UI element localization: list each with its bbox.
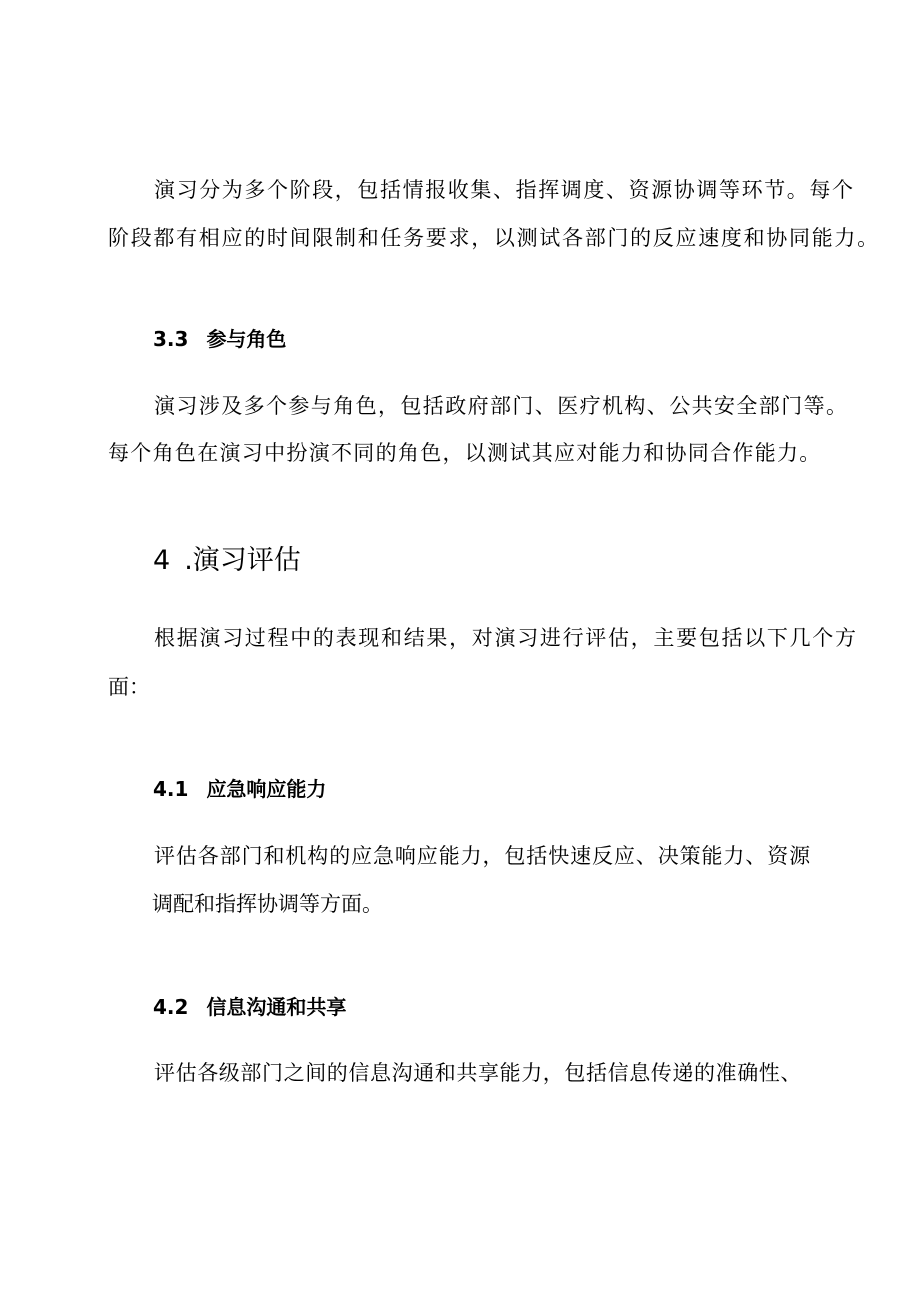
- paragraph-stages-line-2: 阶段都有相应的时间限制和任务要求，以测试各部门的反应速度和协同能力。: [108, 226, 880, 250]
- paragraph-communication-line-1: 评估各级部门之间的信息沟通和共享能力，包括信息传递的准确性、: [154, 1061, 802, 1085]
- section-title: 应急响应能力: [206, 777, 327, 801]
- paragraph-roles-line-2: 每个角色在演习中扮演不同的角色，以测试其应对能力和协同合作能力。: [108, 441, 822, 465]
- section-title: .演习评估: [184, 545, 301, 576]
- section-heading-3-3: [153, 325, 286, 353]
- paragraph-evaluation-line-1: 根据演习过程中的表现和结果，对演习进行评估，主要包括以下几个方: [154, 626, 858, 650]
- paragraph-evaluation-line-2: 面：: [108, 675, 150, 699]
- section-number: 4.1: [153, 777, 189, 801]
- paragraph-response-line-2: 调配和指挥协调等方面。: [152, 892, 383, 916]
- section-number: 3.3: [153, 327, 189, 351]
- section-heading-4-1: [153, 775, 326, 803]
- section-number: 4.2: [153, 995, 189, 1019]
- paragraph-roles-line-1: 演习涉及多个参与角色，包括政府部门、医疗机构、公共安全部门等。: [154, 394, 849, 418]
- section-heading-4-2: [153, 993, 346, 1021]
- section-heading-4: [153, 543, 301, 579]
- section-number: 4: [153, 545, 171, 576]
- paragraph-response-line-1: 评估各部门和机构的应急响应能力，包括快速反应、决策能力、资源: [154, 844, 811, 868]
- paragraph-stages-line-1: 演习分为多个阶段，包括情报收集、指挥调度、资源协调等环节。每个: [154, 178, 855, 202]
- section-title: 信息沟通和共享: [206, 995, 347, 1019]
- section-title: 参与角色: [206, 327, 287, 351]
